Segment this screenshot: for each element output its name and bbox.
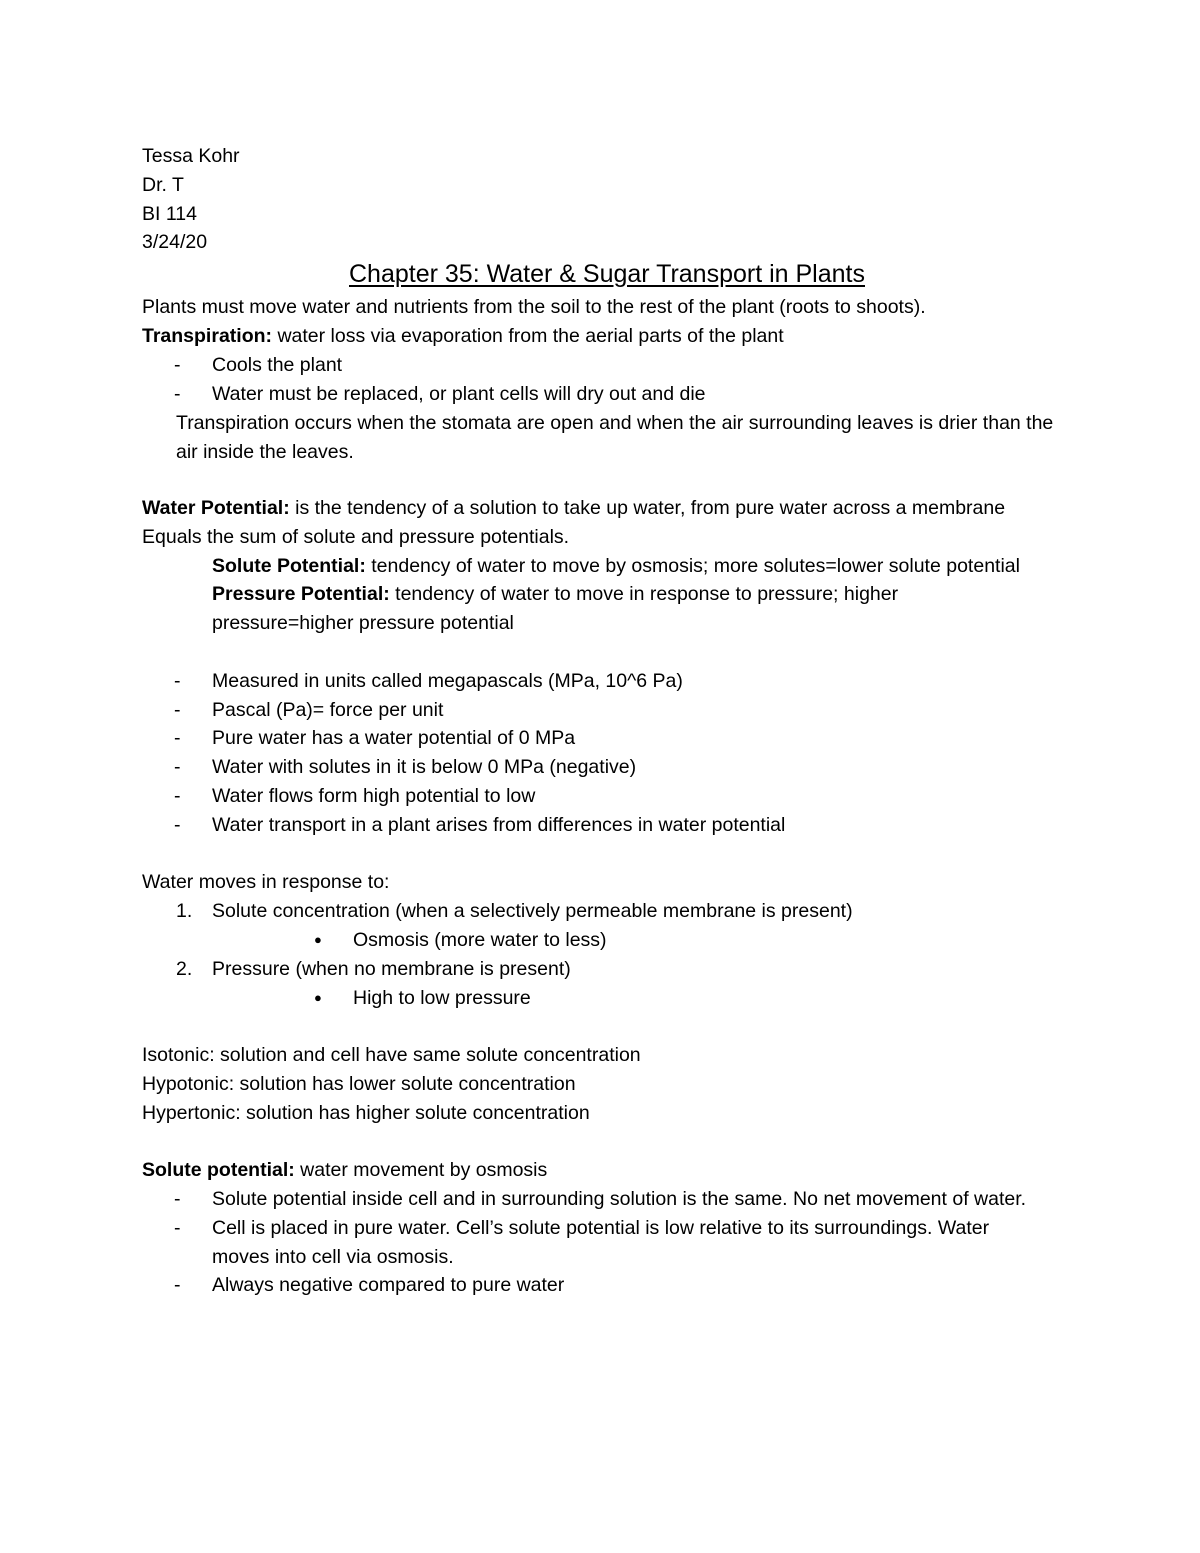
dash-marker: -: [174, 1274, 181, 1297]
water-potential-definition: [142, 494, 1022, 523]
list-item-text: Water must be replaced, or plant cells will dry out and die: [212, 382, 706, 405]
water-potential-definition-text: is the tendency of a solution to take up water, from pure water across a membrane: [289, 496, 1006, 519]
solute-potential-heading-text: water movement by osmosis: [294, 1159, 548, 1182]
list-item: [142, 696, 1072, 725]
list-item: [142, 1185, 1062, 1214]
pressure-potential-term: Pressure Potential:: [212, 583, 390, 606]
pressure-potential-definition-text: tendency of water to move in response to pressure; higher pressure=higher pressure potential: [212, 583, 899, 635]
dash-marker: -: [174, 784, 181, 807]
transpiration-note: Transpiration occurs when the stomata are open and when the air surrounding leaves is drier than the air inside the leaves.: [176, 412, 1054, 464]
pressure-potential-definition: [142, 580, 992, 638]
list-item-text: Measured in units called megapascals (MPa, 10^6 Pa): [212, 669, 683, 692]
hypotonic-definition: Hypotonic: solution has lower solute concentration: [142, 1072, 576, 1095]
document-date: 3/24/20: [142, 231, 208, 254]
list-item: [142, 351, 1072, 380]
solute-potential-heading-term: Solute potential: [142, 1159, 289, 1182]
dash-marker: -: [174, 1188, 181, 1211]
numbered-item-text: Pressure (when no membrane is present): [212, 957, 571, 980]
document-page: [142, 142, 1072, 1300]
dash-marker: -: [174, 813, 181, 836]
dash-marker: -: [174, 727, 181, 750]
water-moves-heading: Water moves in response to:: [142, 871, 390, 894]
transpiration-term: Transpiration:: [142, 324, 273, 347]
solute-potential-definition-text: tendency of water to move by osmosis; more solutes=lower solute potential: [365, 554, 1020, 577]
list-item: [142, 753, 1072, 782]
number-marker: 2.: [176, 957, 193, 980]
list-item: [142, 1214, 1022, 1272]
bullet-item-text: High to low pressure: [353, 986, 531, 1009]
instructor-name: Dr. T: [142, 173, 184, 196]
dash-marker: -: [174, 1216, 181, 1239]
list-item-text: Water with solutes in it is below 0 MPa (negative): [212, 756, 637, 779]
list-item-text: Water transport in a plant arises from differences in water potential: [212, 813, 786, 836]
bullet-list-item: [142, 984, 1072, 1013]
bullet-marker: ●: [314, 931, 322, 947]
bullet-item-text: Osmosis (more water to less): [353, 928, 607, 951]
transpiration-definition: [142, 322, 1072, 351]
list-item-text: Pure water has a water potential of 0 MPa: [212, 727, 576, 750]
numbered-item-text: Solute concentration (when a selectively permeable membrane is present): [212, 900, 853, 923]
course-code: BI 114: [142, 202, 197, 225]
hypertonic-definition: Hypertonic: solution has higher solute concentration: [142, 1101, 590, 1124]
list-item-text: Cools the plant: [212, 353, 343, 376]
solute-potential-heading-colon: :: [288, 1159, 295, 1182]
dash-marker: -: [174, 353, 181, 376]
transpiration-definition-text: water loss via evaporation from the aerial parts of the plant: [272, 324, 784, 347]
bullet-list-item: [142, 926, 1072, 955]
list-item: [142, 782, 1072, 811]
list-item: [142, 724, 1072, 753]
numbered-list-item: [142, 897, 1072, 926]
solute-potential-definition: [142, 552, 1022, 581]
list-item-text: Water flows form high potential to low: [212, 784, 536, 807]
list-item: [142, 380, 1072, 409]
author-name: Tessa Kohr: [142, 145, 240, 167]
dash-marker: -: [174, 382, 181, 405]
water-potential-term: Water Potential:: [142, 496, 290, 519]
list-item-text: Pascal (Pa)= force per unit: [212, 698, 444, 721]
solute-potential-heading: [142, 1156, 1072, 1185]
number-marker: 1.: [176, 900, 193, 923]
dash-marker: -: [174, 698, 181, 721]
intro-paragraph: Plants must move water and nutrients from the soil to the rest of the plant (roots to shoots).: [142, 296, 926, 319]
dash-marker: -: [174, 669, 181, 692]
numbered-list-item: [142, 955, 1072, 984]
dash-marker: -: [174, 756, 181, 779]
list-item-text: Always negative compared to pure water: [212, 1274, 565, 1297]
list-item: [142, 1271, 1072, 1300]
isotonic-definition: Isotonic: solution and cell have same solute concentration: [142, 1044, 641, 1067]
list-item-text: Cell is placed in pure water. Cell’s solute potential is low relative to its surroundings. Water moves into cell via osmosis.: [212, 1216, 990, 1268]
water-potential-sum: Equals the sum of solute and pressure potentials.: [142, 525, 570, 548]
bullet-marker: ●: [314, 989, 322, 1005]
list-item-text: Solute potential inside cell and in surrounding solution is the same. No net movement of water.: [212, 1188, 1027, 1211]
solute-potential-term: Solute Potential:: [212, 554, 366, 577]
list-item: [142, 667, 1072, 696]
page-title: Chapter 35: Water & Sugar Transport in Plants: [349, 260, 865, 289]
list-item: [142, 811, 1072, 840]
